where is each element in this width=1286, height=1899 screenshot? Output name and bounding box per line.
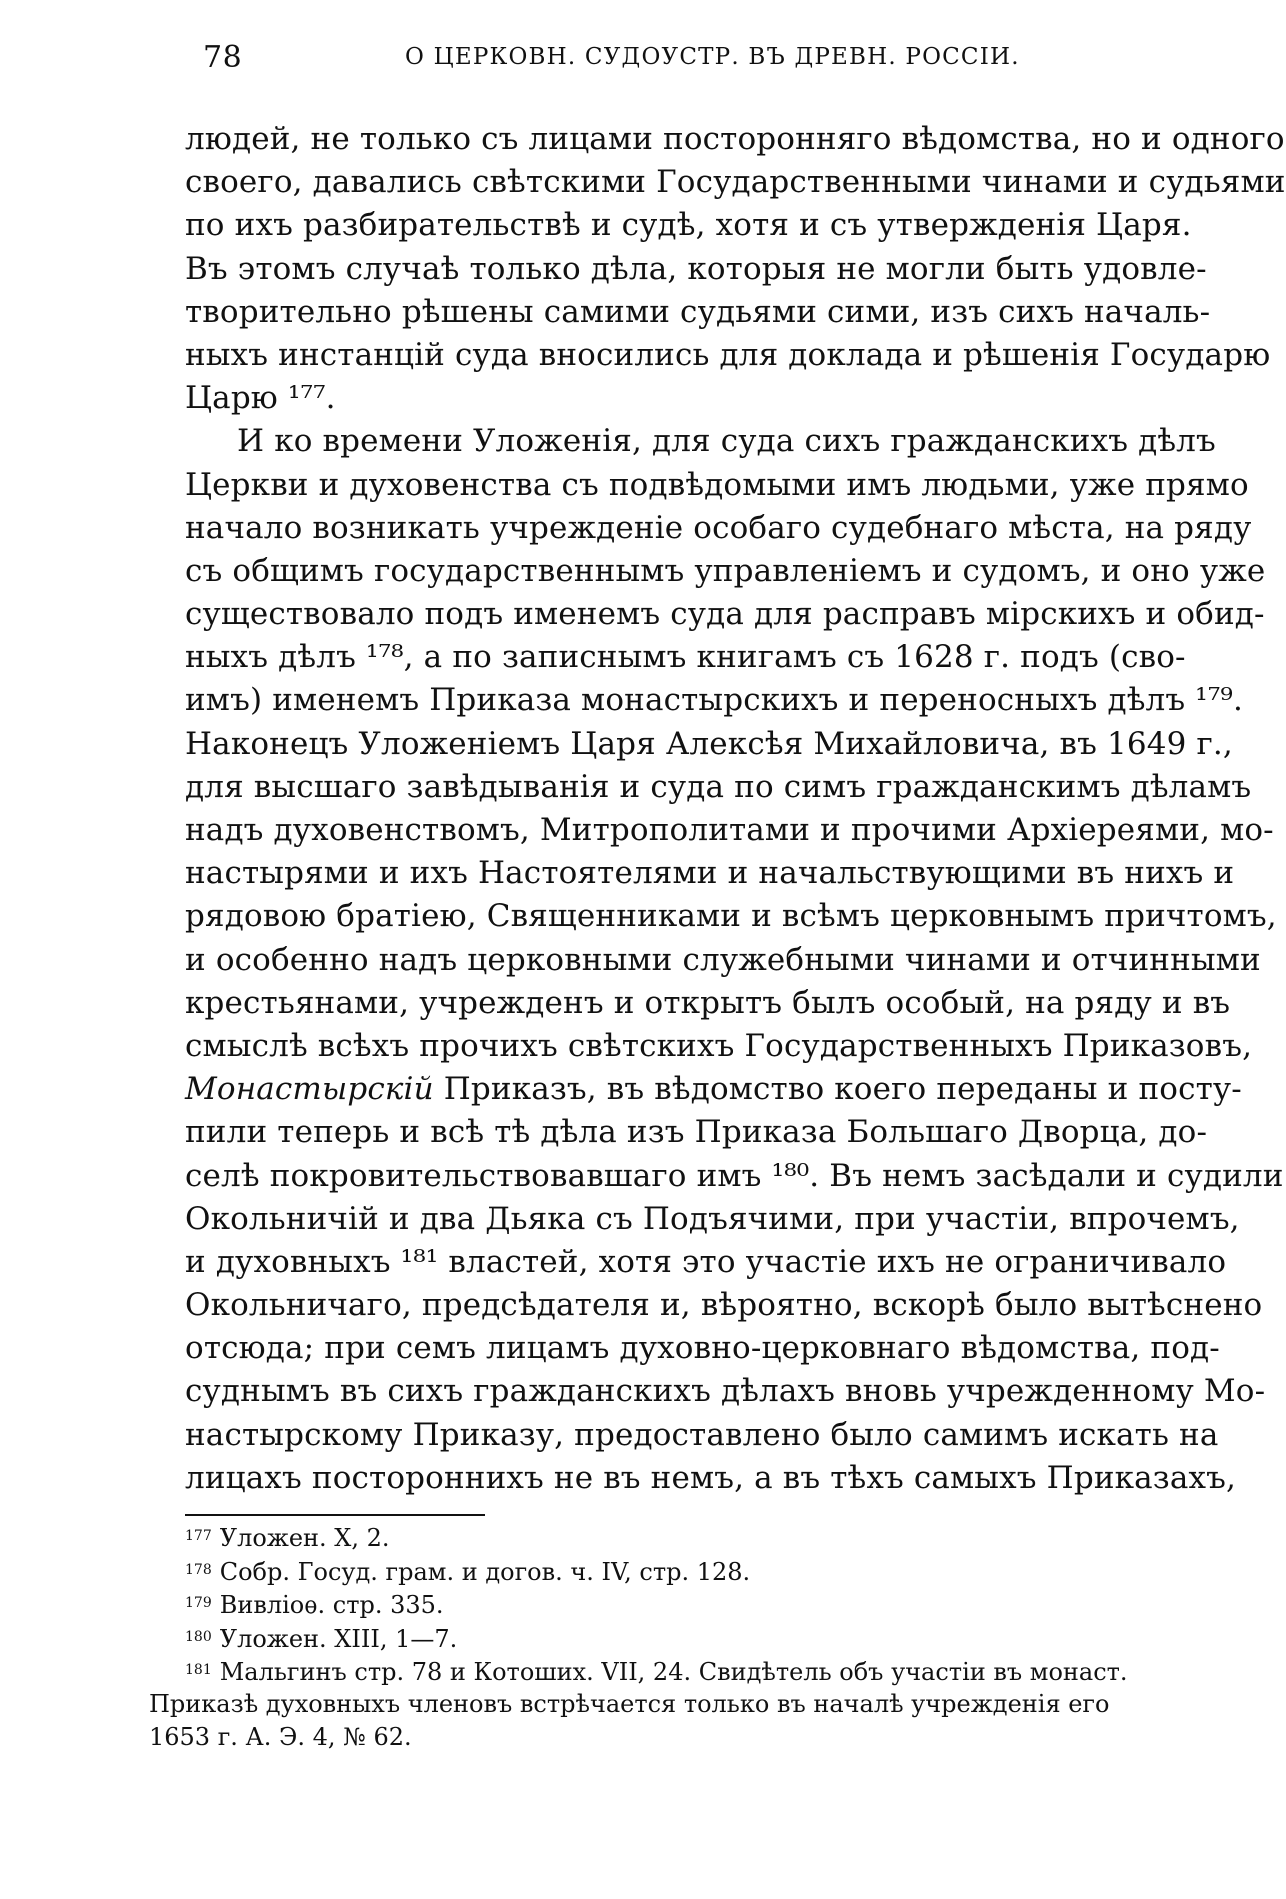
text-line: своего, давались свѣтскими Государственными чинами и судьями [185,164,1286,201]
footnote-number: 177 [185,1528,212,1544]
text-line: смыслѣ всѣхъ прочихъ свѣтскихъ Государственныхъ Приказовъ, [185,1027,1253,1064]
footnote-text: Вивліоѳ. стр. 335. [219,1591,444,1619]
text-line: Въ этомъ случаѣ только дѣла, которыя не могли быть удовле- [185,250,1207,287]
text-line: селѣ покровительствовавшаго имъ ¹⁸⁰. Въ немъ засѣдали и судили [185,1157,1284,1194]
book-page [149,30,1286,1755]
footnote-number: 180 [185,1628,212,1645]
text-line: крестьянами, учрежденъ и открытъ былъ особый, на ряду и въ [185,984,1231,1021]
text-line: существовало подъ именемъ суда для расправъ мірскихъ и обид- [185,596,1265,633]
text-line: рядовою братіею, Священниками и всѣмъ церковнымъ причтомъ, [185,898,1277,935]
footnote-text: Уложен. X, 2. [219,1524,390,1552]
text-line: надъ духовенствомъ, Митрополитами и прочими Архіереями, мо- [185,812,1274,848]
text-line: людей, не только съ лицами посторонняго вѣдомства, но и одного [185,121,1285,157]
footnote-text: Мальгинъ стр. 78 и Котоших. VII, 24. Свидѣтель объ участіи въ монаст. [219,1658,1128,1686]
text-line: настырскому Приказу, предоставлено было самимъ искать на [185,1416,1219,1453]
text-line: Окольничій и два Дьяка съ Подъячими, при участіи, впрочемъ, [185,1200,1240,1237]
text-line: Монастырскій Приказъ, въ вѣдомство коего переданы и посту- [185,1071,1242,1108]
text-line: пили теперь и всѣ тѣ дѣла изъ Приказа Большаго Дворца, до- [185,1114,1208,1151]
text-line: творительно рѣшены самими судьями сими, изъ сихъ началь- [185,293,1211,330]
text-line: ныхъ инстанцій суда вносились для доклада и рѣшенія Государю [185,336,1271,373]
footnote-text: Собр. Госуд. грам. и догов. ч. IV, стр. 128. [219,1557,751,1586]
footnote-number: 181 [185,1662,212,1678]
text-line: И ко времени Уложенія, для суда сихъ гражданскихъ дѣлъ [237,423,1216,460]
text-line: по ихъ разбирательствѣ и судѣ, хотя и съ утвержденія Царя. [185,207,1192,244]
footnote-separator [185,1514,485,1516]
text-line: и духовныхъ ¹⁸¹ властей, хотя это участіе ихъ не ограничивало [185,1243,1227,1280]
text-line: и особенно надъ церковными служебными чинами и отчинными [185,941,1261,978]
footnote [185,1587,1115,1621]
page-number: 78 [203,40,243,75]
text-line: суднымъ въ сихъ гражданскихъ дѣлахъ вновь учрежденному Мо- [185,1373,1266,1410]
body-text [185,118,1286,1500]
footnote-continuation: Приказѣ духовныхъ членовъ встрѣчается только въ началѣ учрежденія его [149,1689,1110,1718]
footnote-number: 178 [185,1561,212,1578]
footnote-text: Уложен. XIII, 1—7. [219,1624,458,1653]
text-line: Церкви и духовенства съ подвѣдомыми имъ людьми, уже прямо [185,466,1249,503]
footnote-continuation: 1653 г. А. Э. 4, № 62. [149,1723,412,1751]
footnote [185,1554,1115,1588]
text-line: Наконецъ Уложеніемъ Царя Алексѣя Михайловича, въ 1649 г., [185,725,1233,762]
text-line: отсюда; при семъ лицамъ духовно-церковнаго вѣдомства, под- [185,1330,1220,1367]
footnote-number: 179 [185,1595,212,1611]
text-line: настырями и ихъ Настоятелями и начальствующими въ нихъ и [185,855,1235,892]
footnote [185,1621,1115,1655]
running-head [185,30,1115,74]
text-line: съ общимъ государственнымъ управленіемъ и судомъ, и оно уже [185,552,1266,589]
footnote [185,1520,1115,1554]
text-line: ныхъ дѣлъ ¹⁷⁸, а по записнымъ книгамъ съ 1628 г. подъ (сво- [185,639,1186,676]
footnote [185,1654,1128,1688]
text-line: начало возникать учрежденіе особаго судебнаго мѣста, на ряду [185,509,1252,546]
text-line: Окольничаго, предсѣдателя и, вѣроятно, вскорѣ было вытѣснено [185,1287,1263,1324]
italic-term: Монастырскій [185,1071,434,1108]
text-line: лицахъ постороннихъ не въ немъ, а въ тѣхъ самыхъ Приказахъ, [185,1459,1236,1496]
text-line: имъ) именемъ Приказа монастырскихъ и переносныхъ дѣлъ ¹⁷⁹. [185,682,1243,719]
text-line: Царю ¹⁷⁷. [185,380,336,417]
running-title: О ЦЕРКОВН. СУДОУСТР. ВЪ ДРЕВН. РОССІИ. [405,44,1020,70]
footnotes [149,1520,1128,1755]
text-line: для высшаго завѣдыванія и суда по симъ гражданскимъ дѣламъ [185,768,1252,805]
